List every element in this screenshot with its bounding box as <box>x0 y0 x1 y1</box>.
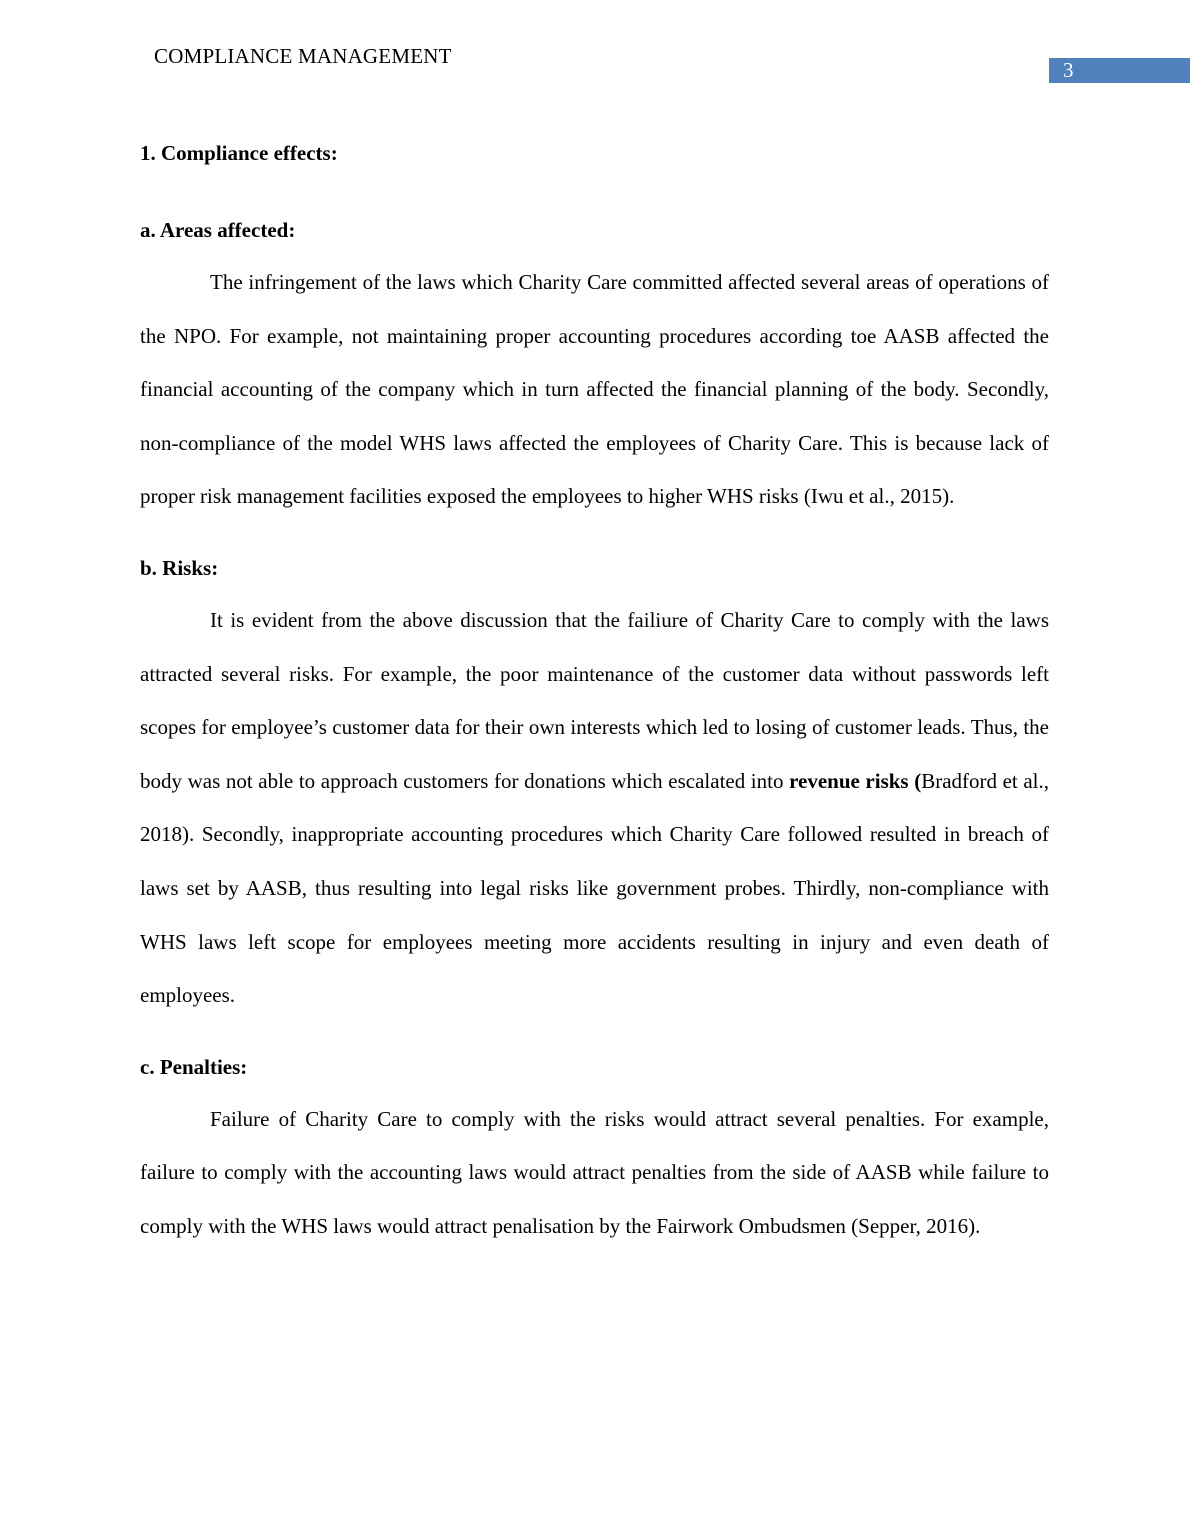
penalties-heading: c. Penalties: <box>140 1054 248 1079</box>
revenue-risks-bold: revenue risks ( <box>789 768 922 793</box>
areas-affected-paragraph: The infringement of the laws which Charity Care committed affected several areas of operations of the NPO. For example, not maintaining proper accounting procedures according toe AASB affected the financial accounting of the company which in turn affected the financial planning of the body. Secondly, non-compliance of the model WHS laws affected the employees of Charity Care. This is because lack of proper risk management facilities exposed the employees to higher WHS risks (Iwu et al., 2015). <box>140 270 1049 509</box>
risks-heading: b. Risks: <box>140 555 219 580</box>
areas-affected-heading: a. Areas affected: <box>140 218 296 242</box>
risks-text-part-1: It is evident from the above discussion that the failiure of Charity Care to comply with the laws attracted several risks. For example, the poor maintenance of the customer data without passwords left scopes for employee’s customer data for their own interests which led to losing of customer leads. Thus, the body was not able to approach customers for donations which escalated into <box>140 607 1049 793</box>
page-number: 3 <box>1063 58 1074 82</box>
risks-paragraph <box>140 594 1049 1023</box>
section-heading: 1. Compliance effects: <box>140 141 338 165</box>
penalties-paragraph: Failure of Charity Care to comply with the risks would attract several penalties. For example, failure to comply with the accounting laws would attract penalties from the side of AASB while failure to comply with the WHS laws would attract penalisation by the Fairwork Ombudsmen (Sepper, 2016). <box>140 1106 1049 1238</box>
risks-text-part-2: Bradford et al., 2018). Secondly, inappropriate accounting procedures which Charity Care followed resulted in breach of laws set by AASB, thus resulting into legal risks like government probes. Thirdly, non-compliance with WHS laws left scope for employees meeting more accidents resulting in injury and even death of employees. <box>140 768 1050 1008</box>
running-head-title: COMPLIANCE MANAGEMENT <box>154 44 452 68</box>
document-body <box>140 138 1049 1283</box>
page-number-bar <box>1049 58 1190 83</box>
